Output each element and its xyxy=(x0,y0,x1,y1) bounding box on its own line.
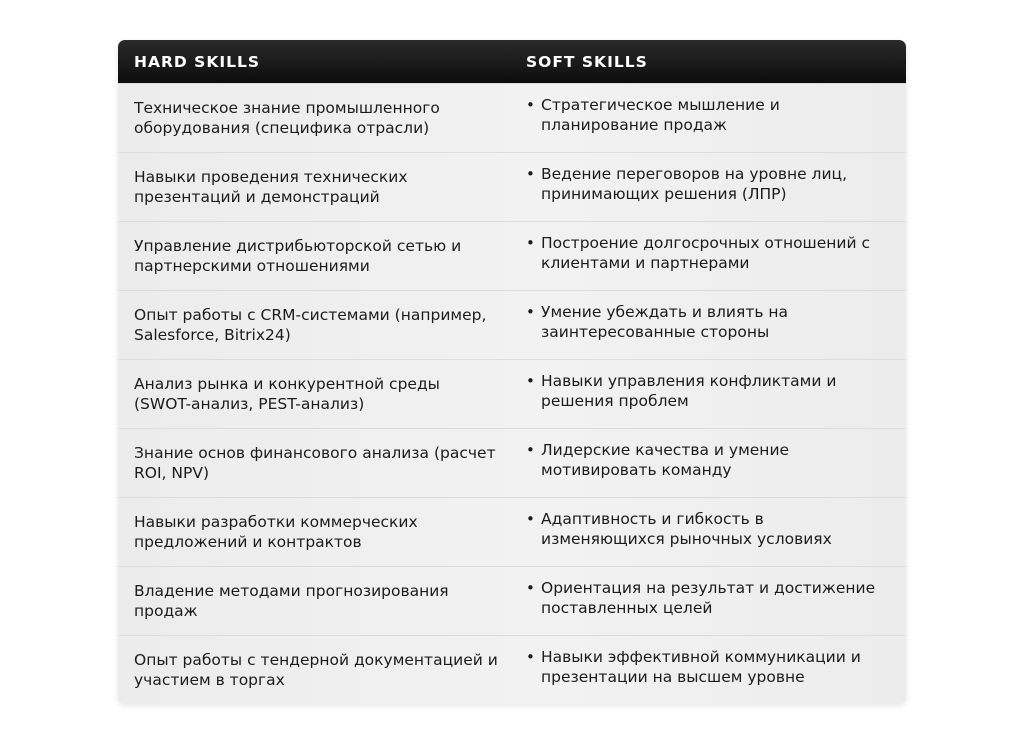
soft-skill-cell xyxy=(511,291,906,359)
soft-skill-text: Построение долгосрочных отношений с клиентами и партнерами xyxy=(541,234,871,272)
soft-skill-cell xyxy=(511,153,906,221)
hard-skill-cell: Анализ рынка и конкурентной среды (SWOT-анализ, PEST-анализ) xyxy=(134,375,440,413)
soft-skill-cell xyxy=(511,429,906,497)
table-row xyxy=(118,428,906,497)
soft-skill-text: Навыки эффективной коммуникации и презентации на высшем уровне xyxy=(541,648,861,686)
hard-skill-cell: Управление дистрибьюторской сетью и партнерскими отношениями xyxy=(134,237,462,275)
table-header xyxy=(118,40,906,83)
soft-skill-cell xyxy=(511,567,906,635)
hard-skill-cell: Техническое знание промышленного оборудования (специфика отрасли) xyxy=(134,99,440,137)
bullet-icon: • xyxy=(526,372,535,390)
hard-skill-cell: Навыки разработки коммерческих предложений и контрактов xyxy=(134,513,418,551)
bullet-icon: • xyxy=(526,579,535,597)
hard-skill-cell: Владение методами прогнозирования продаж xyxy=(134,582,449,620)
bullet-icon: • xyxy=(526,234,535,252)
hard-skill-cell: Опыт работы с тендерной документацией и участием в торгах xyxy=(134,651,498,689)
soft-skill-text: Ведение переговоров на уровне лиц, принимающих решения (ЛПР) xyxy=(541,165,848,203)
bullet-icon: • xyxy=(526,648,535,666)
table-row xyxy=(118,221,906,290)
bullet-icon: • xyxy=(526,96,535,114)
header-hard-skills: HARD SKILLS xyxy=(134,52,261,71)
skills-table xyxy=(118,40,906,704)
table-row xyxy=(118,497,906,566)
soft-skill-text: Адаптивность и гибкость в изменяющихся рыночных условиях xyxy=(541,510,832,548)
table-row xyxy=(118,359,906,428)
soft-skill-cell xyxy=(511,222,906,290)
hard-skill-cell: Опыт работы с CRM-системами (например, Salesforce, Bitrix24) xyxy=(134,306,487,344)
header-soft-skills: SOFT SKILLS xyxy=(526,52,648,71)
bullet-icon: • xyxy=(526,303,535,321)
soft-skill-cell xyxy=(511,84,906,152)
table-row xyxy=(118,290,906,359)
soft-skill-cell xyxy=(511,498,906,566)
soft-skill-text: Ориентация на результат и достижение поставленных целей xyxy=(541,579,876,617)
soft-skill-text: Лидерские качества и умение мотивировать команду xyxy=(541,441,790,479)
bullet-icon: • xyxy=(526,165,535,183)
table-row xyxy=(118,566,906,635)
soft-skill-cell xyxy=(511,360,906,428)
soft-skill-text: Умение убеждать и влиять на заинтересованные стороны xyxy=(541,303,789,341)
table-row xyxy=(118,152,906,221)
bullet-icon: • xyxy=(526,441,535,459)
soft-skill-text: Стратегическое мышление и планирование продаж xyxy=(541,96,780,134)
soft-skill-text: Навыки управления конфликтами и решения проблем xyxy=(541,372,837,410)
soft-skill-cell xyxy=(511,636,906,704)
bullet-icon: • xyxy=(526,510,535,528)
hard-skill-cell: Навыки проведения технических презентаций и демонстраций xyxy=(134,168,408,206)
hard-skill-cell: Знание основ финансового анализа (расчет ROI, NPV) xyxy=(134,444,496,482)
table-row xyxy=(118,83,906,152)
table-row xyxy=(118,635,906,704)
